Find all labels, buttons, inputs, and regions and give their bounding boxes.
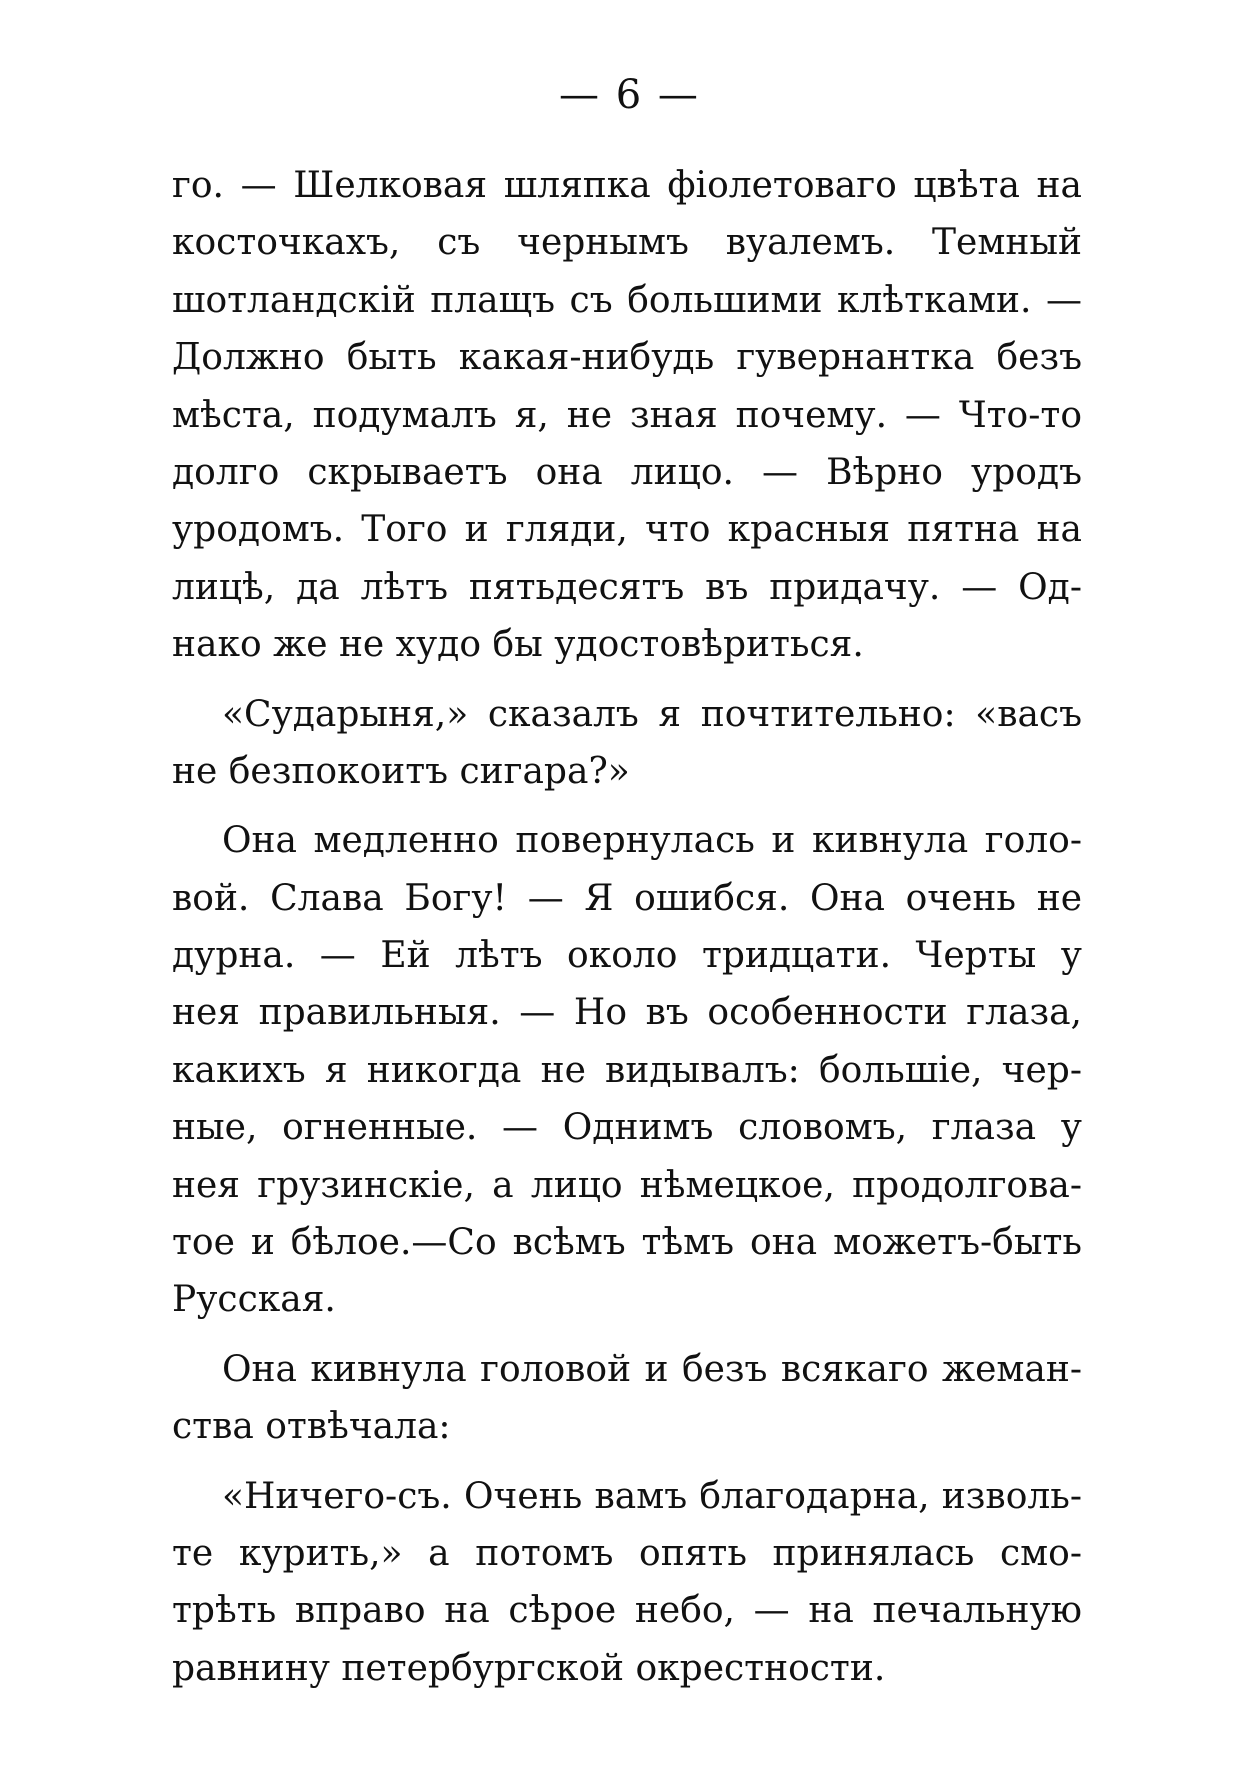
text-line: те курить,» а потомъ опять принялась смо- [172, 1532, 1082, 1574]
text-line: го. — Шелковая шляпка фіолетоваго цвѣта на [172, 165, 1082, 206]
page-number: — 6 — [559, 72, 700, 118]
paragraph-4 [172, 1341, 1082, 1456]
text-line: трѣть вправо на сѣрое небо, — на печальную [172, 1590, 1082, 1632]
text-line: не безпокоитъ сигара?» [172, 750, 630, 792]
text-line: Должно быть какая-нибудь гувернантка безъ [172, 337, 1082, 379]
paragraph-3 [172, 812, 1082, 1329]
text-line: «Ничего-съ. Очень вамъ благодарна, изволь- [222, 1475, 1082, 1517]
text-line: долго скрываетъ она лицо. — Вѣрно уродъ [172, 451, 1082, 493]
text-line: ные, огненные. — Однимъ словомъ, глаза у [172, 1107, 1082, 1149]
paragraph-5 [172, 1468, 1082, 1698]
text-line: какихъ я никогда не видывалъ: большіе, чер- [172, 1049, 1082, 1091]
text-line: Она медленно повернулась и кивнула голо- [222, 820, 1082, 862]
text-line: косточкахъ, съ чернымъ вуалемъ. Темный [172, 222, 1082, 264]
text-line: Русская. [172, 1279, 336, 1321]
text-line: Она кивнула головой и безъ всякаго жеман- [222, 1348, 1082, 1390]
text-line: шотландскій плащъ съ большими клѣтками. — [172, 279, 1082, 321]
page-text [172, 157, 1082, 1697]
text-line: нея правильныя. — Но въ особенности глаза, [172, 992, 1082, 1034]
text-line: уродомъ. Того и гляди, что красныя пятна на [172, 509, 1082, 551]
text-line: «Сударыня,» сказалъ я почтительно: «васъ [222, 693, 1082, 735]
paragraph-2 [172, 686, 1082, 801]
paragraph-1 [172, 157, 1082, 674]
text-line: мѣста, подумалъ я, не зная почему. — Что-то [172, 394, 1082, 436]
text-line: тое и бѣлое.—Со всѣмъ тѣмъ она можетъ-быть [172, 1222, 1082, 1264]
text-line: равнину петербургской окрестности. [172, 1647, 886, 1689]
text-line: вой. Слава Богу! — Я ошибся. Она очень не [172, 877, 1082, 919]
text-line: лицѣ, да лѣтъ пятьдесятъ въ придачу. — Од- [172, 566, 1082, 608]
text-line: ства отвѣчала: [172, 1406, 451, 1448]
text-line: дурна. — Ей лѣтъ около тридцати. Черты у [172, 935, 1082, 977]
text-line: нея грузинскіе, а лицо нѣмецкое, продолгова- [172, 1164, 1082, 1206]
text-line: нако же не худо бы удостовѣриться. [172, 624, 864, 666]
